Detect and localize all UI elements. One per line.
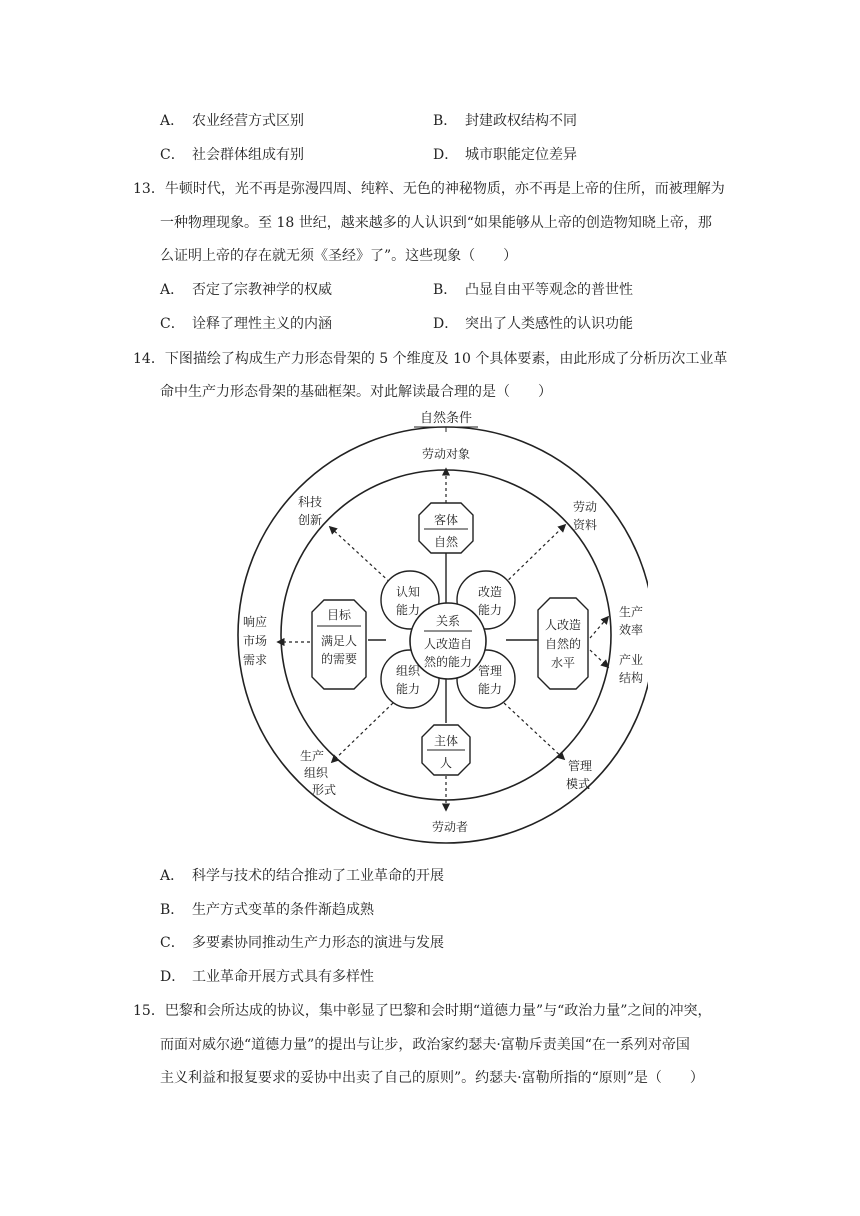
svg-text:管理: 管理 [477, 664, 503, 678]
svg-text:认知: 认知 [395, 585, 421, 599]
center-relation-circle [410, 603, 486, 679]
arrow-to-prod-org [332, 703, 393, 762]
labor-material-label-2: 资料 [572, 518, 598, 532]
labor-material-label-1: 劳动 [572, 500, 598, 514]
q14-option-c[interactable]: C． 多要素协同推动生产力形态的演进与发展 [160, 935, 444, 951]
svg-text:人改造自: 人改造自 [423, 637, 473, 651]
q13-option-c[interactable]: C． 诠释了理性主义的内涵 [160, 316, 332, 332]
svg-text:的需要: 的需要 [320, 652, 358, 666]
svg-text:满足人: 满足人 [320, 634, 358, 648]
svg-text:主体: 主体 [433, 734, 459, 748]
svg-text:改造: 改造 [477, 585, 503, 599]
svg-text:能力: 能力 [395, 682, 421, 696]
q12-option-c[interactable]: C． 社会群体组成有别 [160, 147, 304, 163]
q12-option-d[interactable]: D． 城市职能定位差异 [433, 147, 577, 163]
mgmt-mode-label-1: 管理 [567, 759, 593, 773]
labor-object-label: 劳动对象 [421, 447, 471, 461]
q13-stem-line-2: 一种物理现象。至 18 世纪，越来越多的人认识到“如果能够从上帝的创造物知晓上帝，那 [160, 215, 712, 231]
industry-label-2: 结构 [618, 671, 644, 685]
natural-conditions-label: 自然条件 [419, 411, 473, 426]
q13-option-a[interactable]: A． 否定了宗教神学的权威 [160, 282, 332, 298]
market-label-1: 响应 [242, 615, 268, 629]
svg-text:目标: 目标 [326, 608, 352, 622]
prod-org-label-2: 组织 [303, 766, 329, 780]
object-box [419, 503, 473, 553]
q13-option-b[interactable]: B． 凸显自由平等观念的普世性 [433, 282, 633, 298]
arrow-to-industry [590, 650, 608, 667]
goal-box [312, 600, 366, 689]
svg-text:组织: 组织 [395, 664, 421, 678]
svg-text:自然的: 自然的 [544, 637, 582, 651]
svg-text:能力: 能力 [477, 603, 503, 617]
mgmt-mode-label-2: 模式 [565, 777, 591, 791]
q15-stem-line-2: 而面对威尔逊“道德力量”的提出与让步，政治家约瑟夫·富勒斥责美国“在一系列对帝国 [160, 1037, 690, 1053]
svg-text:人: 人 [439, 756, 453, 770]
efficiency-label-1: 生产 [618, 605, 644, 619]
svg-text:人改造: 人改造 [544, 618, 582, 632]
sci-tech-label-1: 科技 [297, 495, 323, 509]
q14-stem-line-2: 命中生产力形态骨架的基础框架。对此解读最合理的是（ ） [160, 384, 552, 400]
q12-option-b[interactable]: B． 封建政权结构不同 [433, 113, 577, 129]
q13-stem-line-3: 么证明上帝的存在就无须《圣经》了”。这些现象（ ） [160, 248, 518, 264]
q12-option-a[interactable]: A． 农业经营方式区别 [160, 113, 304, 129]
svg-text:然的能力: 然的能力 [423, 655, 473, 669]
prod-org-label-1: 生产 [299, 749, 325, 763]
svg-text:自然: 自然 [433, 535, 459, 549]
svg-text:关系: 关系 [435, 614, 461, 628]
svg-text:能力: 能力 [477, 682, 503, 696]
q13-stem-line-1: 13．牛顿时代，光不再是弥漫四周、纯粹、无色的神秘物质，亦不再是上帝的住所，而被理解为 [133, 181, 725, 197]
level-box [538, 598, 588, 689]
svg-text:能力: 能力 [395, 603, 421, 617]
q14-option-b[interactable]: B． 生产方式变革的条件渐趋成熟 [160, 902, 374, 918]
svg-text:客体: 客体 [433, 513, 459, 527]
q13-option-d[interactable]: D． 突出了人类感性的认识功能 [433, 316, 633, 332]
industry-label-1: 产业 [618, 653, 644, 667]
sci-tech-label-2: 创新 [297, 513, 323, 527]
arrow-to-labor-material [500, 525, 565, 588]
arrow-to-sci-tech [330, 527, 394, 586]
q14-stem-line-1: 14．下图描绘了构成生产力形态骨架的 5 个维度及 10 个具体要素，由此形成了分析历次工业革 [133, 351, 728, 367]
market-label-3: 需求 [242, 653, 268, 667]
q14-option-a[interactable]: A． 科学与技术的结合推动了工业革命的开展 [160, 868, 444, 884]
q15-stem-line-3: 主义利益和报复要求的妥协中出卖了自己的原则”。约瑟夫·富勒所指的“原则”是（ ） [160, 1070, 704, 1086]
efficiency-label-2: 效率 [618, 623, 644, 637]
arrow-to-efficiency [590, 617, 608, 638]
svg-text:水平: 水平 [550, 656, 576, 670]
q14-option-d[interactable]: D． 工业革命开展方式具有多样性 [160, 969, 374, 985]
arrow-to-mgmt-mode [504, 703, 564, 759]
productivity-framework-diagram [228, 405, 648, 845]
prod-org-label-3: 形式 [311, 783, 337, 797]
laborer-label: 劳动者 [431, 820, 469, 834]
subject-box [422, 725, 470, 775]
q15-stem-line-1: 15．巴黎和会所达成的协议，集中彰显了巴黎和会时期“道德力量”与“政治力量”之间的冲突， [133, 1003, 712, 1019]
market-label-2: 市场 [242, 634, 268, 648]
